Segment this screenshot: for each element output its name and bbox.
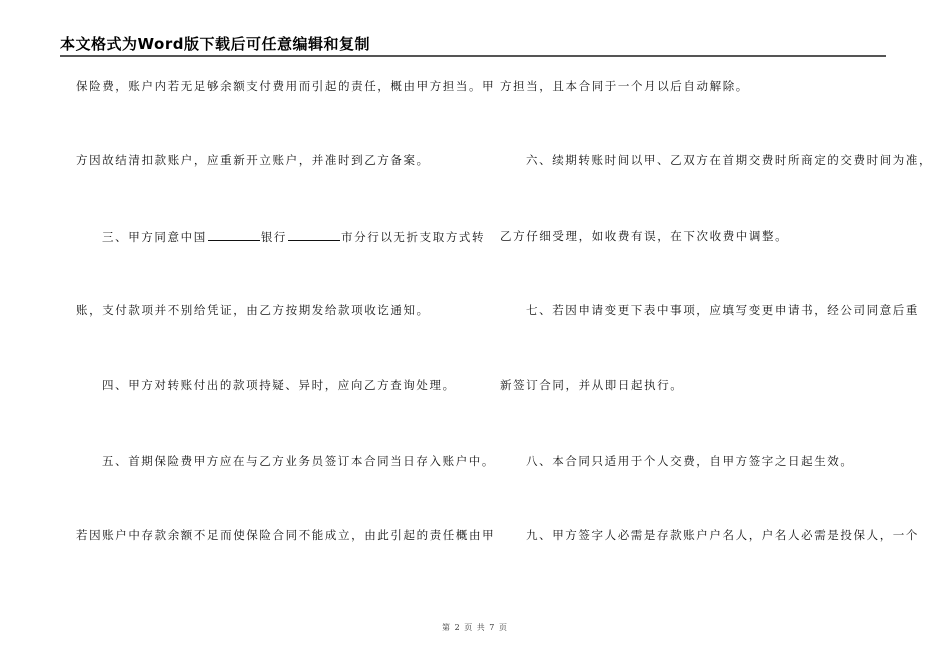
left-line-3 xyxy=(102,228,485,245)
right-line-1: 方担当，且本合同于一个月以后自动解除。 xyxy=(500,79,749,93)
left-line-7: 若因账户中存款余额不足而使保险合同不能成立，由此引起的责任概由甲 xyxy=(76,528,496,542)
bank-name-blank xyxy=(208,228,260,241)
left-line-6: 五、首期保险费甲方应在与乙方业务员签订本合同当日存入账户中。 xyxy=(102,454,495,468)
page-number: 第 2 页 共 7 页 xyxy=(442,623,508,632)
left-line-4: 账，支付款项并不别给凭证，由乙方按期发给款项收讫通知。 xyxy=(76,303,430,317)
right-line-6: 八、本合同只适用于个人交费，自甲方签字之日起生效。 xyxy=(526,454,854,468)
right-column xyxy=(500,0,933,672)
clause-3-text-a: 三、甲方同意中国 xyxy=(102,230,207,244)
right-line-7: 九、甲方签字人必需是存款账户户名人，户名人必需是投保人，一个 xyxy=(526,528,919,542)
clause-3-text-c: 市分行以无折支取方式转 xyxy=(341,230,486,244)
clause-3-text-b: 银行 xyxy=(260,230,288,244)
right-line-4: 七、若因申请变更下表中事项，应填写变更申请书，经公司同意后重 xyxy=(526,303,919,317)
left-line-1: 保险费，账户内若无足够余额支付费用而引起的责任，概由甲方担当。甲 xyxy=(76,79,496,93)
right-line-5: 新签订合同，并从即日起执行。 xyxy=(500,378,684,392)
left-line-5: 四、甲方对转账付出的款项持疑、异时，应向乙方查询处理。 xyxy=(102,378,456,392)
header-title: 本文格式为Word版下载后可任意编辑和复制 xyxy=(60,35,370,53)
right-line-3: 乙方仔细受理，如收费有误，在下次收费中调整。 xyxy=(500,229,789,243)
right-line-2: 六、续期转账时间以甲、乙双方在首期交费时所商定的交费时间为准， xyxy=(526,153,933,167)
left-line-2: 方因故结清扣款账户，应重新开立账户，并准时到乙方备案。 xyxy=(76,153,430,167)
city-name-blank xyxy=(288,228,340,241)
